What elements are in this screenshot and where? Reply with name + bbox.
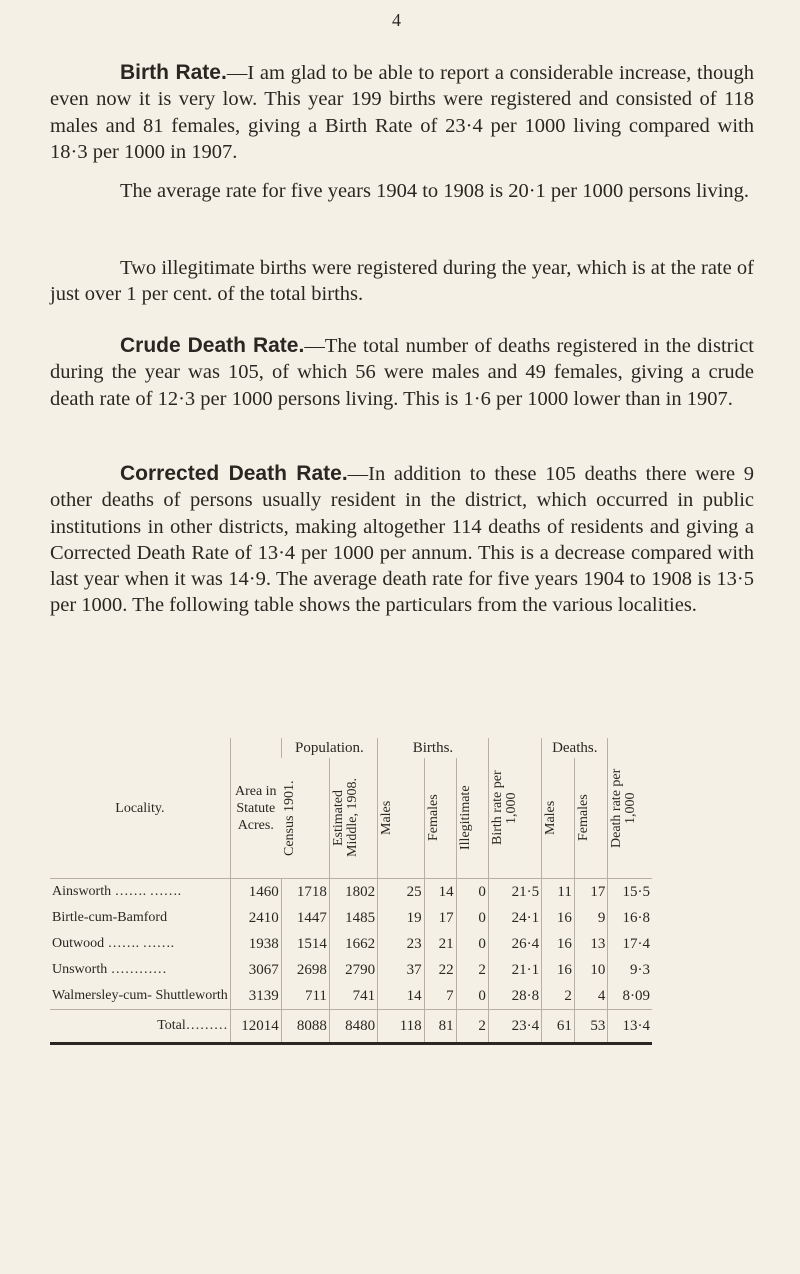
total-row [50,1010,652,1044]
table-row [50,931,652,957]
value-cell: 21·1 [488,957,541,983]
header-birth-rate: Birth rate per 1,000 [489,770,519,846]
value-cell: 118 [378,1010,425,1044]
value-cell: 16 [542,957,575,983]
value-cell: 2 [456,1010,488,1044]
localities-table [50,738,652,1045]
value-cell: 17 [574,879,608,906]
header-death-rate: Death rate per 1,000 [609,768,639,848]
value-cell: 25 [378,879,425,906]
value-cell: 0 [456,983,488,1010]
page-number: 4 [392,10,401,30]
value-cell: 0 [456,905,488,931]
value-cell: 3139 [230,983,281,1010]
value-cell: 81 [424,1010,456,1044]
value-cell: 1460 [230,879,281,906]
value-cell: 11 [542,879,575,906]
value-cell: 61 [542,1010,575,1044]
value-cell: 14 [378,983,425,1010]
locality-cell: Ainsworth ……. ……. [52,884,182,899]
value-cell: 8480 [329,1010,377,1044]
value-cell: 21·5 [488,879,541,906]
paragraph-birth-rate [50,60,754,165]
value-cell: 23 [378,931,425,957]
value-cell: 22 [424,957,456,983]
locality-cell: Total……… [50,1010,230,1044]
group-births: Births. [378,738,489,758]
value-cell: 26·4 [488,931,541,957]
value-cell: 2410 [230,905,281,931]
locality-cell: Unsworth ………… [52,962,167,977]
paragraph-text: —The total number of deaths registered in the district during the year was 105, of which 56 were males and 49 females, giving a crude death rate of 12·3 per 1000 persons living. This is 1·6 per 1000 lower than in 1907. [50,335,754,410]
value-cell: 13 [574,931,608,957]
value-cell: 2790 [329,957,377,983]
value-cell: 1938 [230,931,281,957]
group-deaths: Deaths. [542,738,608,758]
paragraph-text: —In addition to these 105 deaths there were 9 other deaths of persons usually resident in the district, which occurred in public institutions in other districts, making altogether 114 deaths of residents and giving a Corrected Death Rate of 13·4 per 1000 per annum. This is a decrease compared with last year when it was 14·9. The average death rate for five years 1904 to 1908 is 13·5 per 1000. The following table shows the particulars from the various localities. [50,463,755,617]
value-cell: 37 [378,957,425,983]
value-cell: 14 [424,879,456,906]
value-cell: 741 [329,983,377,1010]
table-row [50,879,652,906]
value-cell: 10 [574,957,608,983]
value-cell: 24·1 [488,905,541,931]
value-cell: 2 [542,983,575,1010]
group-population: Population. [281,738,377,758]
value-cell: 7 [424,983,456,1010]
header-death-males: Males [543,800,559,836]
value-cell: 9 [574,905,608,931]
paragraph-corrected-death [50,461,754,619]
value-cell: 4 [574,983,608,1010]
paragraph-crude-death [50,333,754,412]
header-death-females: Females [575,794,591,842]
header-birth-females: Females [425,794,441,842]
value-cell: 17·4 [608,931,652,957]
value-cell: 23·4 [488,1010,541,1044]
value-cell: 2 [456,957,488,983]
header-census: Census 1901. [282,780,298,856]
paragraph-average-birth: The average rate for five years 1904 to 1908 is 20·1 per 1000 persons living. [120,180,750,202]
value-cell: 1662 [329,931,377,957]
table-row [50,905,652,931]
value-cell: 12014 [230,1010,281,1044]
header-illegitimate: Illegitimate [457,785,473,851]
locality-cell: Walmersley-cum- Shuttleworth [52,988,228,1003]
header-birth-males: Males [379,800,395,836]
value-cell: 21 [424,931,456,957]
paragraph-text: —I am glad to be able to report a considerable increase, though even now it is very low. This year 199 births were registered and consisted of 118 males and 81 females, giving a Birth Rate of 23·4 per 1000 living compared with 18·3 per 1000 in 1907. [50,62,754,163]
value-cell: 711 [281,983,329,1010]
locality-cell: Birtle-cum-Bamford [52,910,168,925]
value-cell: 8·09 [608,983,652,1010]
value-cell: 17 [424,905,456,931]
value-cell: 1485 [329,905,377,931]
value-cell: 28·8 [488,983,541,1010]
value-cell: 9·3 [608,957,652,983]
value-cell: 0 [456,879,488,906]
value-cell: 53 [574,1010,608,1044]
value-cell: 2698 [281,957,329,983]
value-cell: 1718 [281,879,329,906]
value-cell: 1514 [281,931,329,957]
value-cell: 19 [378,905,425,931]
value-cell: 1447 [281,905,329,931]
heading-crude-death-rate: Crude Death Rate. [120,334,305,357]
value-cell: 1802 [329,879,377,906]
value-cell: 0 [456,931,488,957]
value-cell: 16 [542,931,575,957]
heading-birth-rate: Birth Rate. [120,61,227,84]
value-cell: 13·4 [608,1010,652,1044]
header-locality: Locality. [50,738,230,879]
table-row [50,983,652,1010]
header-estimated: Estimated Middle, 1908. [330,778,360,858]
value-cell: 16 [542,905,575,931]
header-area: Area in Statute Acres. [230,738,281,879]
value-cell: 3067 [230,957,281,983]
locality-cell: Outwood ……. ……. [52,936,175,951]
table-row [50,957,652,983]
value-cell: 15·5 [608,879,652,906]
value-cell: 16·8 [608,905,652,931]
paragraph-illegitimate: Two illegitimate births were registered during the year, which is at the rate of just over 1 per cent. of the total births. [50,257,754,306]
heading-corrected-death-rate: Corrected Death Rate. [120,462,348,485]
value-cell: 8088 [281,1010,329,1044]
